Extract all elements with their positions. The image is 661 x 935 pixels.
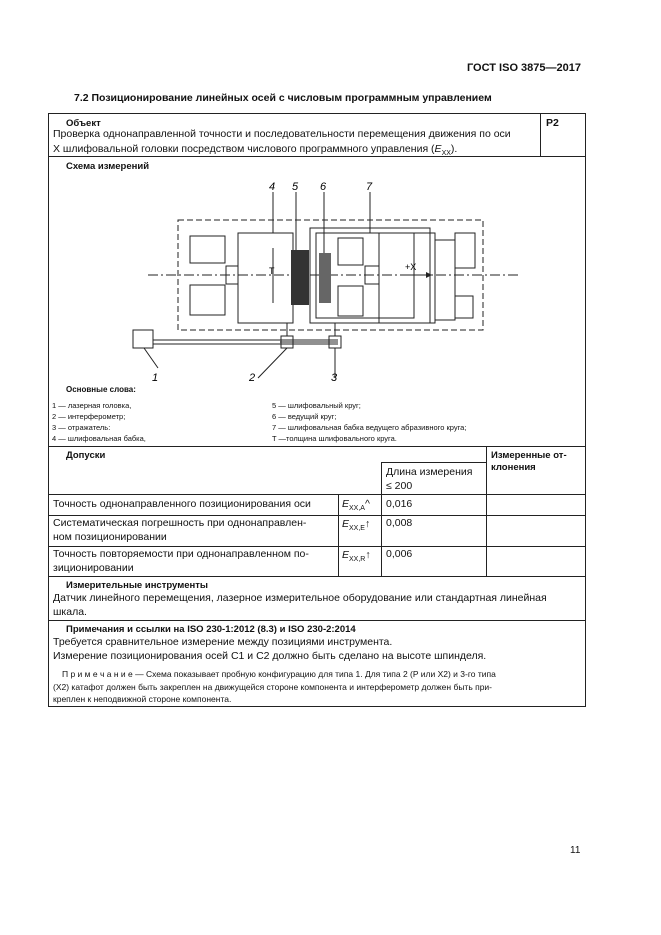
- measured-heading-2: клонения: [491, 462, 536, 473]
- rule-measured: [486, 446, 487, 576]
- callout-3: 3: [331, 372, 338, 384]
- callout-7: 7: [366, 181, 373, 193]
- rule-length: [381, 462, 382, 576]
- rule-code: [540, 113, 541, 156]
- axis-label: +X: [405, 262, 417, 272]
- notes-line-1: Требуется сравнительное измерение между позициями инструмента.: [53, 636, 393, 648]
- notes-line-2: Измерение позиционирования осей C1 и C2 должно быть сделано на высоте шпинделя.: [53, 650, 487, 662]
- key-left-4: 4 — шлифовальная бабка,: [52, 434, 146, 443]
- tol-row-2-symbol: $E_{XX,E}↑$: [342, 518, 371, 533]
- callout-5: 5: [292, 181, 299, 193]
- callout-4: 4: [269, 181, 276, 193]
- object-heading: Объект: [66, 118, 101, 129]
- object-code: P2: [546, 117, 559, 129]
- rule-instruments: [48, 620, 586, 621]
- object-text-1: Проверка однонаправленной точности и последовательности перемещения движения по оси: [53, 128, 511, 140]
- tol-row-1-value: 0,016: [386, 498, 413, 510]
- key-right-1: 5 — шлифовальный круг;: [272, 401, 361, 410]
- tol-row-3-label-2: зиционировании: [53, 562, 134, 574]
- tol-row-1-label: Точность однонаправленного позиционирования оси: [53, 498, 311, 510]
- key-right-3: 7 — шлифовальная бабка ведущего абразивного круга;: [272, 423, 467, 432]
- tol-row-2-label-1: Систематическая погрешность при однонаправлен-: [53, 517, 307, 529]
- length-label-2: ≤ 200: [386, 480, 413, 492]
- key-left-3: 3 — отражатель:: [52, 423, 111, 432]
- rule-symbol: [338, 494, 339, 576]
- instruments-heading: Измерительные инструменты: [66, 580, 209, 591]
- key-right-2: 6 — ведущий круг;: [272, 412, 337, 421]
- callout-2: 2: [249, 372, 256, 384]
- rule-scheme: [48, 446, 586, 447]
- page-number: 11: [570, 845, 581, 856]
- key-right-4: T —толщина шлифовального круга.: [272, 434, 397, 443]
- tol-row-3-symbol: $E_{XX,R}↑$: [342, 549, 371, 564]
- length-label-1: Длина измерения: [386, 466, 473, 478]
- t-label: T: [269, 266, 275, 276]
- callout-1: 1: [152, 372, 159, 384]
- measured-heading-1: Измеренные от-: [491, 450, 567, 461]
- tol-row-3-label-1: Точность повторяемости при однонаправленном по-: [53, 548, 309, 560]
- note-1: П р и м е ч а н и е — Схема показывает пробную конфигурацию для типа 1. Для типа 2 (P или X2) и 3-го типа: [62, 669, 496, 679]
- tolerances-heading: Допуски: [66, 450, 106, 461]
- key-left-1: 1 — лазерная головка,: [52, 401, 132, 410]
- measurement-diagram: [48, 178, 586, 393]
- rule-tol-head: [48, 494, 586, 495]
- tol-row-2-label-2: ном позиционировании: [53, 531, 167, 543]
- rule-length-top: [381, 462, 486, 463]
- notes-heading: Примечания и ссылки на ISO 230-1:2012 (8.3) и ISO 230-2:2014: [66, 624, 356, 635]
- standard-code: ГОСТ ISO 3875—2017: [466, 62, 581, 74]
- note-3: креплен к неподвижной стороне компонента.: [53, 694, 232, 704]
- key-heading: Основные слова:: [66, 385, 136, 394]
- object-text-2: X шлифовальной головки посредством числового программного управления $(E_{XX})$.: [53, 143, 458, 158]
- callout-6: 6: [320, 181, 327, 193]
- tol-row-3-value: 0,006: [386, 548, 413, 560]
- tol-row-1-symbol: $E_{XX,A}\^{}$: [342, 498, 370, 513]
- note-2: (X2) катафот должен быть закреплен на движущейся стороне компонента и интерферометр должен быть при-: [53, 682, 493, 692]
- instruments-text-1: Датчик линейного перемещения, лазерное измерительное оборудование или стандартная линейная: [53, 592, 547, 604]
- scheme-heading: Схема измерений: [66, 161, 150, 172]
- instruments-text-2: шкала.: [53, 606, 87, 618]
- tol-row-2-value: 0,008: [386, 517, 413, 529]
- key-left-2: 2 — интерферометр;: [52, 412, 126, 421]
- section-title: 7.2 Позиционирование линейных осей с числовым программным управлением: [74, 92, 492, 104]
- rule-row3: [48, 576, 586, 577]
